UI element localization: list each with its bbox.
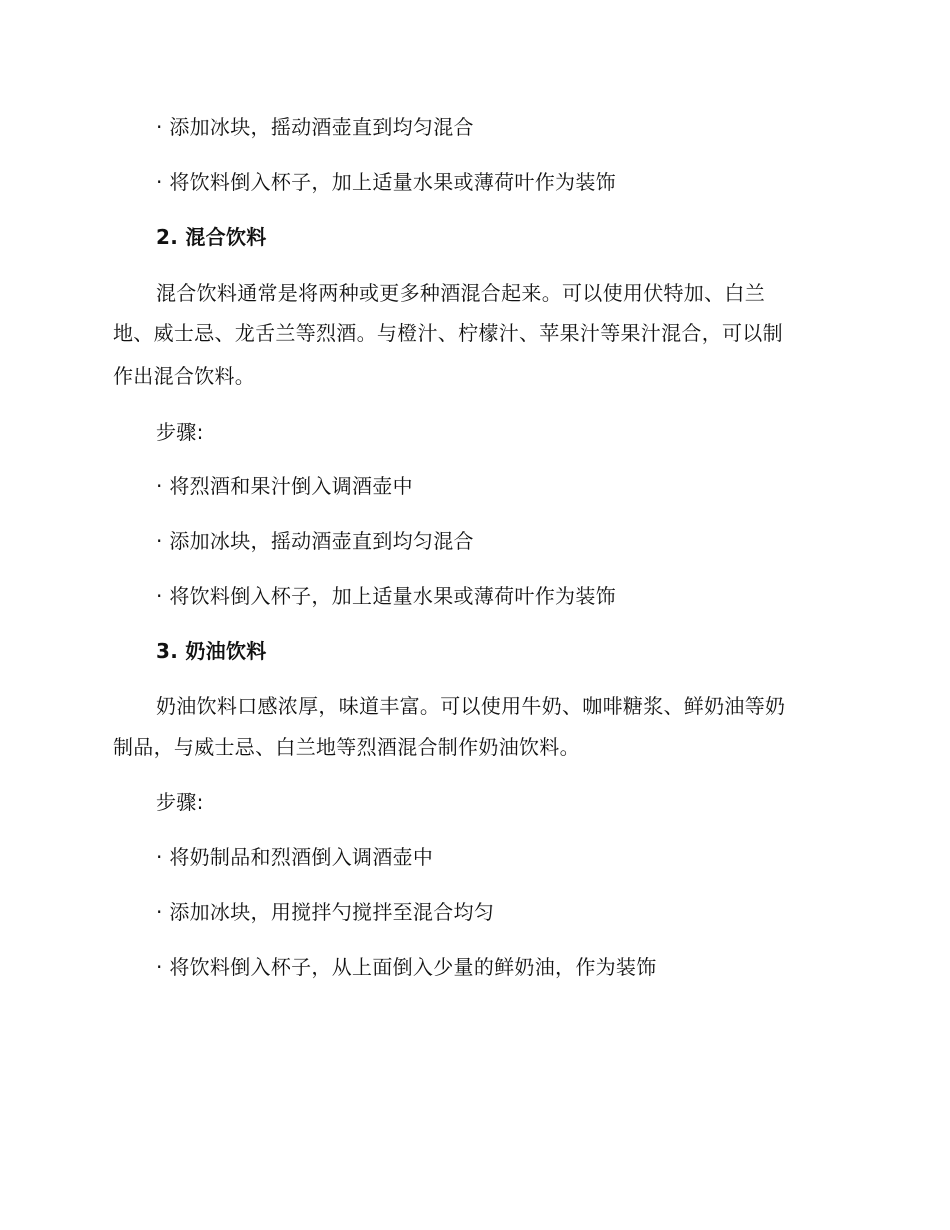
- list-item: · 将饮料倒入杯子，从上面倒入少量的鲜奶油，作为装饰: [156, 955, 657, 979]
- paragraph-line: 制品，与威士忌、白兰地等烈酒混合制作奶油饮料。: [113, 735, 580, 759]
- section-heading: 3. 奶油饮料: [156, 639, 267, 663]
- paragraph-line: 地、威士忌、龙舌兰等烈酒。与橙汁、柠檬汁、苹果汁等果汁混合，可以制: [113, 321, 783, 345]
- steps-label: 步骤:: [156, 790, 204, 814]
- list-item: · 添加冰块，摇动酒壶直到均匀混合: [156, 115, 474, 139]
- list-item: · 将烈酒和果汁倒入调酒壶中: [156, 474, 413, 498]
- paragraph-line: 混合饮料通常是将两种或更多种酒混合起来。可以使用伏特加、白兰: [156, 281, 765, 305]
- list-item: · 将奶制品和烈酒倒入调酒壶中: [156, 845, 434, 869]
- paragraph-line: 作出混合饮料。: [113, 364, 256, 388]
- steps-label: 步骤:: [156, 420, 204, 444]
- paragraph-line: 奶油饮料口感浓厚，味道丰富。可以使用牛奶、咖啡糖浆、鲜奶油等奶: [156, 694, 786, 718]
- list-item: · 添加冰块，用搅拌勺搅拌至混合均匀: [156, 900, 495, 924]
- section-heading: 2. 混合饮料: [156, 225, 267, 249]
- list-item: · 将饮料倒入杯子，加上适量水果或薄荷叶作为装饰: [156, 584, 616, 608]
- list-item: · 添加冰块，摇动酒壶直到均匀混合: [156, 529, 474, 553]
- list-item: · 将饮料倒入杯子，加上适量水果或薄荷叶作为装饰: [156, 170, 616, 194]
